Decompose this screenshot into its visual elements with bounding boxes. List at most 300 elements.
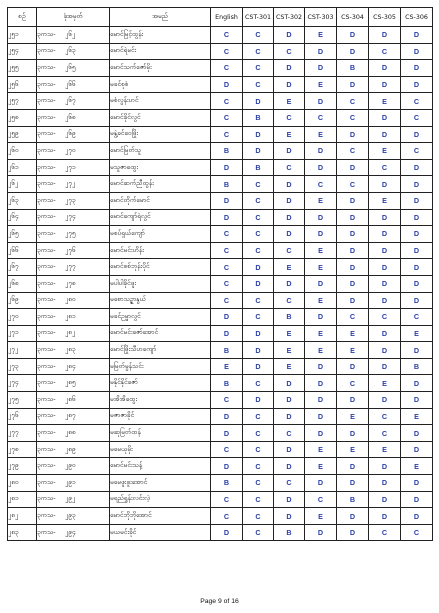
grade-cell: E xyxy=(305,242,337,259)
table-row xyxy=(8,441,433,458)
row-number: ၂၅၉ xyxy=(8,126,37,143)
roll-prefix: ၃ကသ- xyxy=(37,145,56,154)
grade-cell: D xyxy=(274,209,305,226)
grade-cell: C xyxy=(211,242,243,259)
grade-cell: D xyxy=(401,425,433,442)
student-name: မခင်စုစံ xyxy=(110,76,211,93)
grade-cell: D xyxy=(369,109,401,126)
grade-cell: D xyxy=(305,60,337,77)
grade-cell: C xyxy=(401,109,433,126)
table-row xyxy=(8,458,433,475)
grade-cell: D xyxy=(243,358,274,375)
grade-cell: D xyxy=(305,226,337,243)
roll-prefix: ၃ကသ- xyxy=(37,428,56,437)
grade-cell: D xyxy=(337,475,369,492)
student-name: မနိုင်နိုင်ဇော် xyxy=(110,375,211,392)
grade-cell: C xyxy=(274,425,305,442)
row-number: ၂၇၅ xyxy=(8,392,37,409)
roll-prefix: ၃ကသ- xyxy=(37,345,56,354)
roll-number xyxy=(37,508,110,525)
grade-cell: D xyxy=(369,76,401,93)
grade-cell: D xyxy=(274,60,305,77)
student-name: မောင်မင်းဇော်အောင် xyxy=(110,325,211,342)
row-number: ၂၅၈ xyxy=(8,109,37,126)
grade-cell: B xyxy=(243,109,274,126)
row-number: ၂၈၂ xyxy=(8,508,37,525)
roll-prefix: ၃ကသ- xyxy=(37,494,56,503)
row-number: ၂၈၁ xyxy=(8,491,37,508)
grade-cell: D xyxy=(211,325,243,342)
header-subject: CS-305 xyxy=(369,8,401,27)
header-name: အမည် xyxy=(110,8,211,27)
grade-cell: D xyxy=(274,176,305,193)
grade-cell: C xyxy=(337,109,369,126)
grade-cell: C xyxy=(274,43,305,60)
grade-cell: C xyxy=(211,392,243,409)
row-number: ၂၆၃ xyxy=(8,192,37,209)
grade-cell: D xyxy=(274,408,305,425)
grade-cell: D xyxy=(369,275,401,292)
roll-number xyxy=(37,342,110,359)
roll-number xyxy=(37,159,110,176)
student-name: မောင်တိုက်မောင် xyxy=(110,192,211,209)
grade-cell: E xyxy=(305,192,337,209)
grade-cell: E xyxy=(401,325,433,342)
grade-cell: C xyxy=(337,143,369,160)
roll-prefix: ၃ကသ- xyxy=(37,96,56,105)
grade-cell: D xyxy=(337,524,369,541)
roll-digits: ၂၆၆ xyxy=(65,79,76,88)
roll-number xyxy=(37,441,110,458)
grade-cell: C xyxy=(243,441,274,458)
student-name: မစောသဉ္ဇာနွယ် xyxy=(110,292,211,309)
grade-cell: D xyxy=(369,226,401,243)
roll-prefix: ၃ကသ- xyxy=(37,228,56,237)
table-row xyxy=(8,425,433,442)
row-number: ၂၇၂ xyxy=(8,342,37,359)
grade-cell: C xyxy=(243,76,274,93)
grade-cell: D xyxy=(305,408,337,425)
grade-cell: D xyxy=(369,325,401,342)
student-name: မရည်ရွှန်းလင်းလဲ့ xyxy=(110,491,211,508)
table-row xyxy=(8,27,433,44)
table-row xyxy=(8,342,433,359)
grade-cell: D xyxy=(305,309,337,326)
grade-cell: C xyxy=(243,176,274,193)
grade-cell: E xyxy=(305,508,337,525)
grade-cell: E xyxy=(369,143,401,160)
grade-cell: D xyxy=(305,392,337,409)
row-number: ၂၆၆ xyxy=(8,242,37,259)
row-number: ၂၆၅ xyxy=(8,226,37,243)
roll-number xyxy=(37,292,110,309)
grade-cell: B xyxy=(337,491,369,508)
grade-cell: D xyxy=(369,292,401,309)
grade-cell: E xyxy=(305,259,337,276)
table-row xyxy=(8,325,433,342)
roll-number xyxy=(37,425,110,442)
roll-prefix: ၃ကသ- xyxy=(37,328,56,337)
student-name: မောင်ဘိုဘိုအောင် xyxy=(110,508,211,525)
grade-cell: D xyxy=(243,259,274,276)
table-row xyxy=(8,176,433,193)
roll-number xyxy=(37,242,110,259)
table-row xyxy=(8,275,433,292)
grade-cell: D xyxy=(274,375,305,392)
table-row xyxy=(8,93,433,110)
table-row xyxy=(8,392,433,409)
roll-digits: ၂၇၆ xyxy=(65,245,76,254)
roll-number xyxy=(37,76,110,93)
grade-cell: C xyxy=(243,408,274,425)
grade-cell: E xyxy=(337,325,369,342)
roll-prefix: ၃ကသ- xyxy=(37,394,56,403)
grade-cell: D xyxy=(369,259,401,276)
grade-cell: C xyxy=(243,60,274,77)
roll-number xyxy=(37,126,110,143)
grade-cell: D xyxy=(337,76,369,93)
header-subject: English xyxy=(211,8,243,27)
grade-cell: D xyxy=(305,209,337,226)
roll-prefix: ၃ကသ- xyxy=(37,295,56,304)
table-row xyxy=(8,524,433,541)
grade-cell: D xyxy=(243,392,274,409)
grade-cell: D xyxy=(401,259,433,276)
grade-cell: E xyxy=(274,93,305,110)
grade-cell: D xyxy=(274,458,305,475)
roll-number xyxy=(37,475,110,492)
table-row xyxy=(8,209,433,226)
grade-cell: D xyxy=(337,209,369,226)
student-name: မောင်မင်းသန့် xyxy=(110,458,211,475)
grade-cell: D xyxy=(401,342,433,359)
grade-cell: D xyxy=(274,192,305,209)
roll-number xyxy=(37,408,110,425)
roll-number xyxy=(37,275,110,292)
row-number: ၂၇၀ xyxy=(8,309,37,326)
grade-cell: D xyxy=(211,76,243,93)
grade-cell: D xyxy=(337,43,369,60)
header-no: စဥ် xyxy=(8,8,37,27)
roll-prefix: ၃ကသ- xyxy=(37,29,56,38)
grade-cell: C xyxy=(211,441,243,458)
grade-cell: C xyxy=(211,292,243,309)
grade-cell: D xyxy=(369,126,401,143)
roll-number xyxy=(37,226,110,243)
roll-digits: ၂၇၂ xyxy=(65,179,76,188)
row-number: ၂၇၄ xyxy=(8,375,37,392)
roll-prefix: ၃ကသ- xyxy=(37,212,56,221)
grade-cell: D xyxy=(369,491,401,508)
grade-cell: E xyxy=(274,325,305,342)
student-name: မောင်ဆက်ညီထွန်း xyxy=(110,176,211,193)
grade-cell: D xyxy=(243,275,274,292)
row-number: ၂၅၁ xyxy=(8,27,37,44)
grade-cell: E xyxy=(274,259,305,276)
grade-cell: B xyxy=(211,143,243,160)
student-name: မစံလွန်းဟင် xyxy=(110,93,211,110)
grade-cell: D xyxy=(243,93,274,110)
grade-cell: C xyxy=(274,159,305,176)
grade-cell: D xyxy=(401,209,433,226)
grade-cell: C xyxy=(337,176,369,193)
student-name: မောင်မြတ်သူ xyxy=(110,143,211,160)
table-row xyxy=(8,375,433,392)
student-name: မောင်ဖြိုးသီဟကျော် xyxy=(110,342,211,359)
grade-cell: C xyxy=(274,292,305,309)
roll-digits: ၂၇၁ xyxy=(65,162,76,171)
grade-cell: E xyxy=(369,375,401,392)
grade-cell: D xyxy=(369,475,401,492)
grade-cell: C xyxy=(243,242,274,259)
grade-cell: D xyxy=(401,60,433,77)
table-row xyxy=(8,259,433,276)
roll-prefix: ၃ကသ- xyxy=(37,245,56,254)
grade-cell: C xyxy=(243,458,274,475)
grade-cell: D xyxy=(401,508,433,525)
grade-cell: D xyxy=(211,425,243,442)
grade-cell: C xyxy=(243,209,274,226)
grade-cell: D xyxy=(337,392,369,409)
roll-number xyxy=(37,109,110,126)
grade-cell: E xyxy=(305,126,337,143)
row-number: ၂၈၀ xyxy=(8,475,37,492)
grade-cell: D xyxy=(369,392,401,409)
student-name: မယမင်းခိုင် xyxy=(110,524,211,541)
grade-cell: D xyxy=(243,342,274,359)
grade-cell: C xyxy=(243,425,274,442)
roll-number xyxy=(37,192,110,209)
grade-cell: D xyxy=(305,358,337,375)
grade-cell: D xyxy=(337,159,369,176)
grade-cell: D xyxy=(369,342,401,359)
grade-cell: D xyxy=(369,458,401,475)
roll-number xyxy=(37,143,110,160)
grade-cell: C xyxy=(369,309,401,326)
grade-cell: C xyxy=(369,425,401,442)
row-number: ၂၈၃ xyxy=(8,524,37,541)
table-row xyxy=(8,408,433,425)
grade-cell: C xyxy=(274,242,305,259)
grade-cell: D xyxy=(401,491,433,508)
grade-cell: C xyxy=(211,60,243,77)
grade-cell: D xyxy=(211,309,243,326)
grade-cell: E xyxy=(211,358,243,375)
student-name: မောင်မင်းဟိန်း xyxy=(110,242,211,259)
grade-cell: D xyxy=(369,358,401,375)
grade-cell: D xyxy=(305,425,337,442)
row-number: ၂၆၄ xyxy=(8,209,37,226)
roll-number xyxy=(37,43,110,60)
grade-cell: C xyxy=(243,475,274,492)
student-name: မောင်ရဲမင်း xyxy=(110,43,211,60)
page-number: Page 9 of 16 xyxy=(200,598,239,605)
grade-cell: D xyxy=(401,441,433,458)
student-name: မမေယုမိုး xyxy=(110,441,211,458)
grade-cell: E xyxy=(305,325,337,342)
row-number: ၂၆၇ xyxy=(8,259,37,276)
grade-cell: B xyxy=(337,60,369,77)
student-name: မအိအိထွေး xyxy=(110,392,211,409)
header-subject: CST-301 xyxy=(243,8,274,27)
header-row xyxy=(8,8,433,27)
grade-cell: D xyxy=(401,76,433,93)
roll-digits: ၂၆၉ xyxy=(65,129,76,138)
grade-cell: E xyxy=(305,76,337,93)
grade-cell: E xyxy=(401,408,433,425)
roll-number xyxy=(37,259,110,276)
roll-number xyxy=(37,325,110,342)
roll-prefix: ၃ကသ- xyxy=(37,112,56,121)
table-row xyxy=(8,60,433,77)
roll-number xyxy=(37,375,110,392)
roll-number xyxy=(37,392,110,409)
grade-cell: D xyxy=(274,392,305,409)
roll-digits: ၂၆၇ xyxy=(65,96,76,105)
roll-digits: ၂၆၂ xyxy=(65,29,76,38)
grade-cell: D xyxy=(337,292,369,309)
grade-cell: D xyxy=(337,358,369,375)
row-number: ၂၇၈ xyxy=(8,441,37,458)
grade-cell: D xyxy=(274,491,305,508)
grade-cell: B xyxy=(211,475,243,492)
roll-prefix: ၃ကသ- xyxy=(37,444,56,453)
row-number: ၂၇၁ xyxy=(8,325,37,342)
table-row xyxy=(8,109,433,126)
grade-cell: D xyxy=(401,292,433,309)
grade-cell: D xyxy=(401,159,433,176)
student-name: မောင်သက်ဇော်မိုး xyxy=(110,60,211,77)
grade-cell: D xyxy=(305,159,337,176)
row-number: ၂၅၅ xyxy=(8,60,37,77)
roll-number xyxy=(37,209,110,226)
grade-cell: D xyxy=(274,27,305,44)
grade-cell: B xyxy=(401,358,433,375)
roll-digits: ၂၆၃ xyxy=(65,46,76,55)
student-name: မခင်ဥမ္မာလွင် xyxy=(110,309,211,326)
grade-cell: D xyxy=(243,126,274,143)
table-row xyxy=(8,192,433,209)
roll-number xyxy=(37,60,110,77)
grade-cell: B xyxy=(274,524,305,541)
grade-cell: D xyxy=(305,275,337,292)
grade-cell: D xyxy=(305,43,337,60)
row-number: ၂၆၀ xyxy=(8,143,37,160)
roll-digits: ၂၈၈ xyxy=(65,428,76,437)
roll-digits: ၂၈၄ xyxy=(65,361,76,370)
grade-cell: D xyxy=(305,143,337,160)
grade-cell: B xyxy=(243,159,274,176)
grade-cell: B xyxy=(274,309,305,326)
row-number: ၂၆၁ xyxy=(8,159,37,176)
grade-cell: C xyxy=(337,93,369,110)
roll-prefix: ၃ကသ- xyxy=(37,477,56,486)
grade-cell: D xyxy=(337,259,369,276)
grade-cell: E xyxy=(305,27,337,44)
roll-digits: ၂၇၅ xyxy=(65,228,76,237)
grade-cell: D xyxy=(401,43,433,60)
roll-digits: ၂၇၀ xyxy=(65,145,76,154)
grade-cell: D xyxy=(401,176,433,193)
roll-prefix: ၃ကသ- xyxy=(37,46,56,55)
grade-cell: D xyxy=(274,275,305,292)
roll-digits: ၂၈၆ xyxy=(65,394,76,403)
grade-cell: D xyxy=(211,408,243,425)
table-row xyxy=(8,226,433,243)
grade-cell: E xyxy=(369,192,401,209)
grade-cell: D xyxy=(401,226,433,243)
table-row xyxy=(8,76,433,93)
grade-cell: D xyxy=(401,275,433,292)
roll-prefix: ၃ကသ- xyxy=(37,262,56,271)
row-number: ၂၇၃ xyxy=(8,358,37,375)
roll-prefix: ၃ကသ- xyxy=(37,162,56,171)
grade-cell: D xyxy=(211,192,243,209)
grade-cell: C xyxy=(211,226,243,243)
header-subject: CST-302 xyxy=(274,8,305,27)
grade-cell: C xyxy=(337,309,369,326)
grade-cell: C xyxy=(369,43,401,60)
grade-cell: D xyxy=(243,325,274,342)
roll-digits: ၂၉၂ xyxy=(65,494,76,503)
grade-cell: E xyxy=(369,93,401,110)
roll-digits: ၂၈၉ xyxy=(65,444,76,453)
grade-cell: D xyxy=(243,143,274,160)
grade-cell: C xyxy=(243,27,274,44)
grade-cell: D xyxy=(305,93,337,110)
roll-prefix: ၃ကသ- xyxy=(37,511,56,520)
grade-cell: E xyxy=(337,342,369,359)
grade-cell: D xyxy=(401,375,433,392)
roll-digits: ၂၈၁ xyxy=(65,311,76,320)
student-name: မသူဇာထွေး xyxy=(110,159,211,176)
table-row xyxy=(8,309,433,326)
row-number: ၂၆၈ xyxy=(8,275,37,292)
student-name: မဇာဇာခိုင် xyxy=(110,408,211,425)
grade-cell: D xyxy=(369,242,401,259)
grade-cell: C xyxy=(243,309,274,326)
table-row xyxy=(8,159,433,176)
grade-cell: C xyxy=(401,93,433,110)
roll-number xyxy=(37,491,110,508)
grade-cell: D xyxy=(274,441,305,458)
roll-digits: ၂၈၂ xyxy=(65,328,76,337)
grade-cell: E xyxy=(274,358,305,375)
student-name: မောင်ခိုင်လွင် xyxy=(110,109,211,126)
grade-cell: C xyxy=(211,126,243,143)
table-row xyxy=(8,358,433,375)
grade-cell: E xyxy=(274,342,305,359)
roll-number xyxy=(37,176,110,193)
grade-cell: E xyxy=(401,458,433,475)
student-name: မဆုမြတ်ထန် xyxy=(110,425,211,442)
roll-digits: ၂၈၃ xyxy=(65,345,76,354)
roll-digits: ၂၆၈ xyxy=(65,112,76,121)
student-name: မောင်စစ်ဘုန်းပိုင် xyxy=(110,259,211,276)
roll-prefix: ၃ကသ- xyxy=(37,311,56,320)
grade-cell: D xyxy=(305,375,337,392)
header-roll: ခုံအမှတ် xyxy=(37,8,110,27)
roll-digits: ၂၇၇ xyxy=(65,262,76,271)
table-row xyxy=(8,508,433,525)
header-subject: CST-303 xyxy=(305,8,337,27)
table-row xyxy=(8,491,433,508)
grade-cell: D xyxy=(337,508,369,525)
grade-cell: C xyxy=(243,524,274,541)
grade-cell: C xyxy=(243,43,274,60)
grade-cell: C xyxy=(211,508,243,525)
grade-cell: D xyxy=(305,524,337,541)
